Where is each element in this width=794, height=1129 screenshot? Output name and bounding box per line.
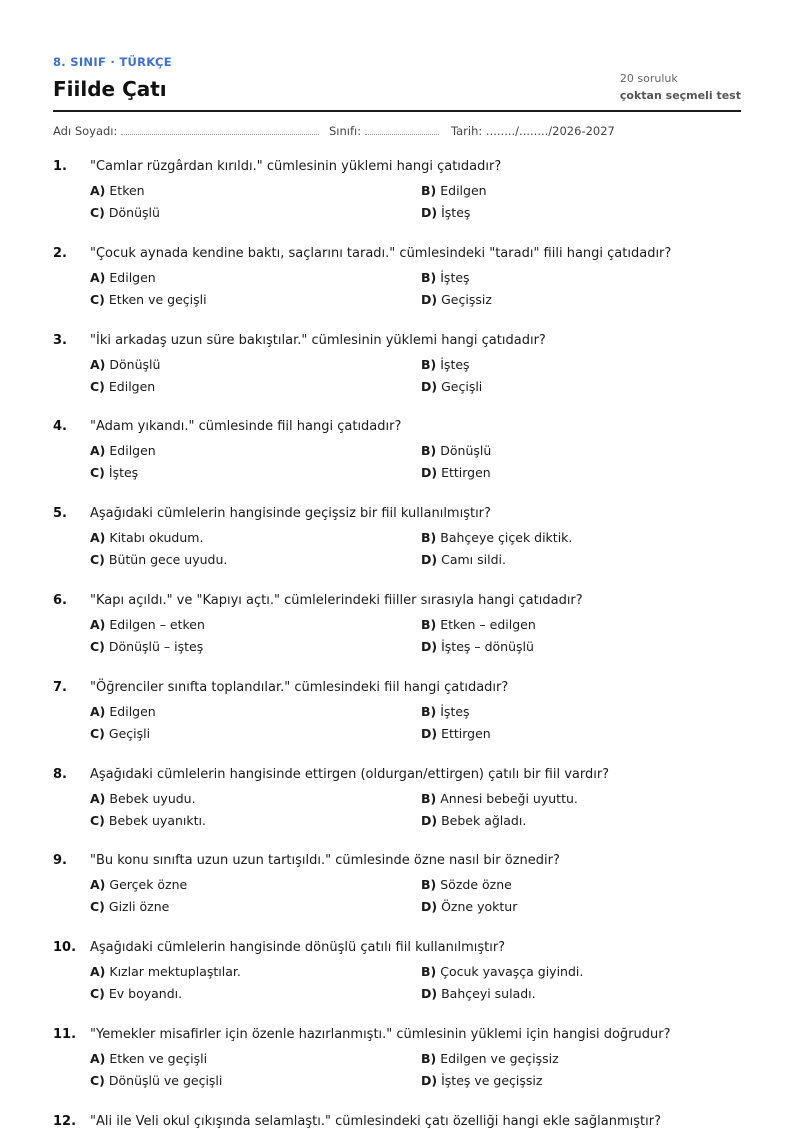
option-text: Dönüşlü – işteş [108,639,204,654]
option-text: Etken [109,183,145,198]
option-a[interactable] [90,877,187,892]
option-d[interactable] [421,726,491,741]
option-letter: C) [90,725,105,741]
option-c[interactable] [90,465,138,480]
question-text: "Bu konu sınıfta uzun uzun tartışıldı." cümlesinde özne nasıl bir öznedir? [90,853,560,869]
option-d[interactable] [421,205,470,220]
option-a[interactable] [90,1051,207,1066]
option-text: İşteş [440,269,470,285]
option-text: Edilgen [109,703,156,719]
option-d[interactable] [421,1073,542,1088]
date-field[interactable] [451,124,615,138]
option-text: Çocuk yavaşça giyindi. [440,964,584,980]
option-text: İşteş [441,205,471,220]
option-text: Edilgen [108,378,156,394]
question-text: Aşağıdaki cümlelerin hangisinde geçişsiz bir fiil kullanılmıştır? [90,506,491,522]
option-a[interactable] [90,791,196,806]
option-letter: C) [90,639,105,654]
option-d[interactable] [421,292,492,307]
question-number: 10. [53,940,77,956]
test-meta [620,71,741,106]
question-number: 5. [53,506,67,522]
option-text: Ettirgen [441,465,491,481]
option-letter: A) [90,356,106,372]
option-c[interactable] [90,726,150,741]
option-letter: D) [421,378,438,394]
question-text: "Kapı açıldı." ve "Kapıyı açtı." cümlelerindeki fiiller sırasıyla hangi çatıdadır? [90,593,583,608]
option-d[interactable] [421,465,491,480]
option-letter: C) [90,465,105,481]
option-letter: D) [421,899,438,915]
date-value: ......../......../2026-2027 [485,124,615,138]
class-field[interactable] [329,124,439,138]
option-letter: A) [90,877,106,893]
option-a[interactable] [90,530,203,545]
option-letter: B) [421,269,437,285]
option-b[interactable] [421,270,470,285]
option-d[interactable] [421,813,526,828]
option-d[interactable] [421,552,506,567]
option-d[interactable] [421,379,482,394]
option-text: Edilgen [109,269,156,285]
name-field[interactable] [53,124,319,138]
option-text: Özne yoktur [441,899,518,915]
question-text: "Çocuk aynada kendine baktı, saçlarını taradı." cümlesindeki "taradı" fiili hangi çatıdadır? [90,245,672,261]
option-text: Geçişli [441,378,483,394]
option-d[interactable] [421,986,536,1001]
class-label: Sınıfı: [329,124,362,138]
option-d[interactable] [421,899,517,914]
option-text: Camı sildi. [441,552,506,568]
option-c[interactable] [90,379,155,394]
option-letter: D) [421,725,438,741]
option-text: Dönüşlü [440,443,492,459]
option-text: Gerçek özne [109,877,188,893]
option-letter: D) [421,986,438,1002]
option-text: Etken – edilgen [440,617,536,632]
question-text: "Yemekler misafirler için özenle hazırlanmıştı." cümlesinin yüklemi için hangisi doğrudur? [90,1027,671,1042]
option-text: Ettirgen [441,725,491,741]
test-type: çoktan seçmeli test [619,89,741,102]
option-d[interactable] [421,639,534,654]
option-text: İşteş – dönüşlü [441,639,534,654]
question-number: 6. [53,593,67,608]
option-letter: D) [421,639,438,654]
option-c[interactable] [90,552,227,567]
question-text: "İki arkadaş uzun süre bakıştılar." cümlesinin yüklemi hangi çatıdadır? [90,332,546,348]
question-number: 3. [53,332,67,348]
option-text: Edilgen – etken [109,617,205,632]
class-blank[interactable] [365,124,439,135]
option-letter: A) [90,530,106,546]
option-letter: A) [90,443,106,459]
option-letter: C) [90,205,105,220]
question-text: Aşağıdaki cümlelerin hangisinde ettirgen (oldurgan/ettirgen) çatılı bir fiil vardır? [90,766,610,782]
option-text: Bahçeyi suladı. [441,986,536,1002]
option-text: Gizli özne [108,899,170,915]
option-letter: A) [90,964,106,980]
option-letter: D) [421,552,438,568]
option-letter: C) [90,291,105,307]
option-a[interactable] [90,443,156,458]
option-letter: B) [421,443,437,459]
option-letter: C) [90,812,105,828]
option-text: Dönüşlü [108,205,160,220]
option-text: İşteş [440,356,470,372]
option-letter: B) [421,877,437,893]
option-a[interactable] [90,617,205,632]
date-label: Tarih: [451,124,483,138]
question-count: 20 soruluk [619,72,678,85]
option-text: Dönüşlü ve geçişli [108,1073,223,1088]
option-c[interactable] [90,639,203,654]
option-text: İşteş ve geçişsiz [441,1073,543,1088]
option-text: Annesi bebeği uyuttu. [440,790,578,806]
question-text: "Ali ile Veli okul çıkışında selamlaştı." cümlesindeki çatı özelliği hangi ekle sağlanmıştır? [90,1113,661,1129]
name-blank[interactable] [121,124,319,135]
option-letter: D) [421,1073,438,1088]
option-a[interactable] [90,183,145,198]
option-b[interactable] [421,357,470,372]
option-letter: B) [421,790,437,806]
option-letter: C) [90,378,105,394]
option-letter: C) [90,552,105,568]
option-letter: D) [421,812,438,828]
option-text: Bebek ağladı. [441,812,527,828]
option-text: Geçişli [108,725,151,741]
option-letter: A) [90,183,106,198]
question-number: 1. [53,159,67,174]
option-b[interactable] [421,1051,559,1066]
header-divider [53,110,741,112]
option-b[interactable] [421,704,470,719]
question-number: 9. [53,853,67,869]
option-letter: B) [421,1051,437,1066]
option-b[interactable] [421,791,578,806]
option-letter: B) [421,964,437,980]
option-c[interactable] [90,1073,222,1088]
option-text: Geçişsiz [441,291,492,307]
option-letter: C) [90,899,105,915]
option-text: İşteş [108,465,139,481]
option-c[interactable] [90,205,160,220]
option-letter: B) [421,530,437,546]
option-text: Bütün gece uyudu. [108,552,228,568]
option-text: Etken ve geçişli [109,1051,208,1066]
option-text: Kitabı okudum. [109,530,204,546]
option-letter: B) [421,356,437,372]
option-b[interactable] [421,530,572,545]
option-c[interactable] [90,899,169,914]
option-letter: B) [421,703,437,719]
option-b[interactable] [421,877,512,892]
option-b[interactable] [421,964,583,979]
question-number: 7. [53,679,67,695]
option-text: Bahçeye çiçek diktik. [440,530,573,546]
option-letter: C) [90,1073,105,1088]
page-title: Fiilde Çatı [53,77,167,101]
question-text: Aşağıdaki cümlelerin hangisinde dönüşlü çatılı fiil kullanılmıştır? [90,940,506,956]
option-letter: B) [421,617,437,632]
question-number: 2. [53,245,67,261]
option-text: İşteş [440,703,470,719]
question-text: "Camlar rüzgârdan kırıldı." cümlesinin yüklemi hangi çatıdadır? [90,159,502,174]
option-letter: A) [90,617,106,632]
question-text: "Adam yıkandı." cümlesinde fiil hangi çatıdadır? [90,419,402,435]
option-text: Bebek uyanıktı. [108,812,206,828]
option-a[interactable] [90,964,241,979]
option-text: Edilgen ve geçişsiz [440,1051,559,1066]
option-c[interactable] [90,292,207,307]
option-text: Edilgen [109,443,156,459]
option-text: Bebek uyudu. [109,790,196,806]
question-number: 4. [53,419,67,435]
option-b[interactable] [421,443,491,458]
option-text: Sözde özne [440,877,512,893]
option-c[interactable] [90,813,206,828]
option-letter: D) [421,205,438,220]
question-number: 11. [53,1027,77,1042]
option-text: Etken ve geçişli [108,291,207,307]
option-letter: A) [90,790,106,806]
name-label: Adı Soyadı: [53,124,118,138]
option-a[interactable] [90,704,156,719]
option-letter: C) [90,986,105,1002]
option-text: Dönüşlü [109,356,161,372]
option-text: Edilgen [440,183,487,198]
option-a[interactable] [90,270,156,285]
option-text: Kızlar mektuplaştılar. [109,964,241,980]
option-letter: A) [90,269,106,285]
question-number: 8. [53,766,67,782]
question-text: "Öğrenciler sınıfta toplandılar." cümlesindeki fiil hangi çatıdadır? [90,679,509,695]
option-letter: D) [421,465,438,481]
option-b[interactable] [421,183,487,198]
option-letter: D) [421,291,438,307]
option-letter: B) [421,183,437,198]
option-text: Ev boyandı. [108,986,183,1002]
subject-label: 8. SINIF · TÜRKÇE [53,55,172,69]
option-a[interactable] [90,357,160,372]
question-number: 12. [53,1113,77,1129]
option-c[interactable] [90,986,182,1001]
option-letter: A) [90,1051,106,1066]
option-letter: A) [90,703,106,719]
option-b[interactable] [421,617,536,632]
